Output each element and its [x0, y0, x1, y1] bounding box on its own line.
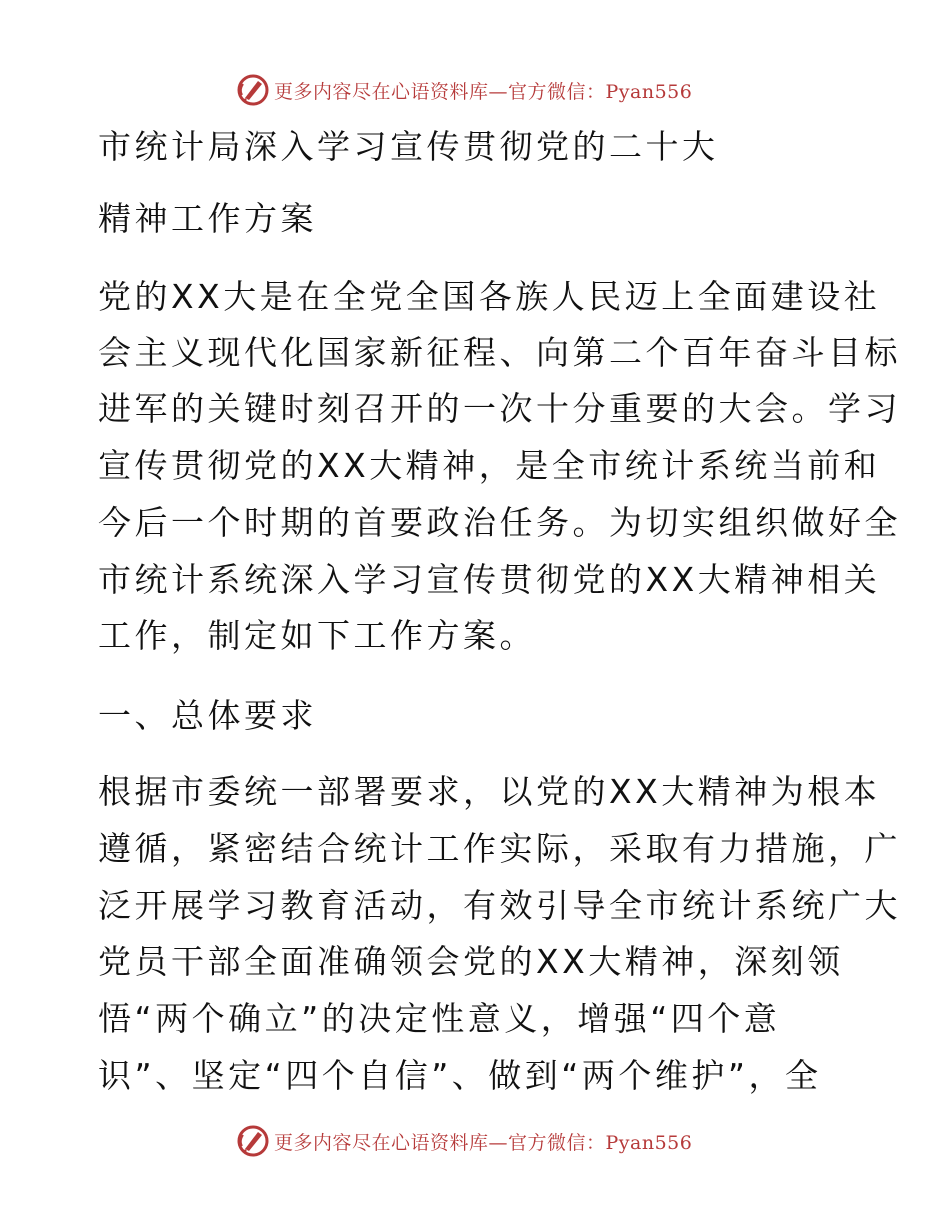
section-heading: 一、总体要求 — [98, 696, 317, 735]
text-line: 识”、坚定“四个自信”、做到“两个维护”，全 — [98, 1056, 822, 1095]
footer-banner — [236, 1123, 692, 1159]
quill-pen-logo-icon — [236, 73, 270, 107]
doc-title-line-2: 精神工作方案 — [98, 199, 317, 238]
text-line: 市统计系统深入学习宣传贯彻党的XX大精神相关 — [98, 560, 881, 599]
text-line: 遵循，紧密结合统计工作实际，采取有力措施，广 — [98, 829, 901, 868]
quill-pen-logo-icon — [236, 1124, 270, 1158]
banner-text: 更多内容尽在心语资料库—官方微信：Pyan556 — [274, 80, 693, 103]
text-line: 会主义现代化国家新征程、向第二个百年奋斗目标 — [98, 333, 901, 372]
text-line: 悟“两个确立”的决定性意义，增强“四个意 — [98, 999, 781, 1038]
text-line: 党员干部全面准确领会党的XX大精神，深刻领 — [98, 942, 844, 981]
text-line: 宣传贯彻党的XX大精神，是全市统计系统当前和 — [98, 446, 881, 485]
text-line: 工作，制定如下工作方案。 — [98, 616, 536, 655]
header-banner — [236, 72, 692, 108]
text-line: 今后一个时期的首要政治任务。为切实组织做好全 — [98, 503, 901, 542]
text-line: 党的XX大是在全党全国各族人民迈上全面建设社 — [98, 277, 881, 316]
doc-title-line-1: 市统计局深入学习宣传贯彻党的二十大 — [98, 127, 719, 166]
banner-text: 更多内容尽在心语资料库—官方微信：Pyan556 — [274, 1131, 693, 1154]
text-line: 进军的关键时刻召开的一次十分重要的大会。学习 — [98, 389, 901, 428]
text-line: 泛开展学习教育活动，有效引导全市统计系统广大 — [98, 886, 901, 925]
text-line: 根据市委统一部署要求，以党的XX大精神为根本 — [98, 772, 881, 811]
